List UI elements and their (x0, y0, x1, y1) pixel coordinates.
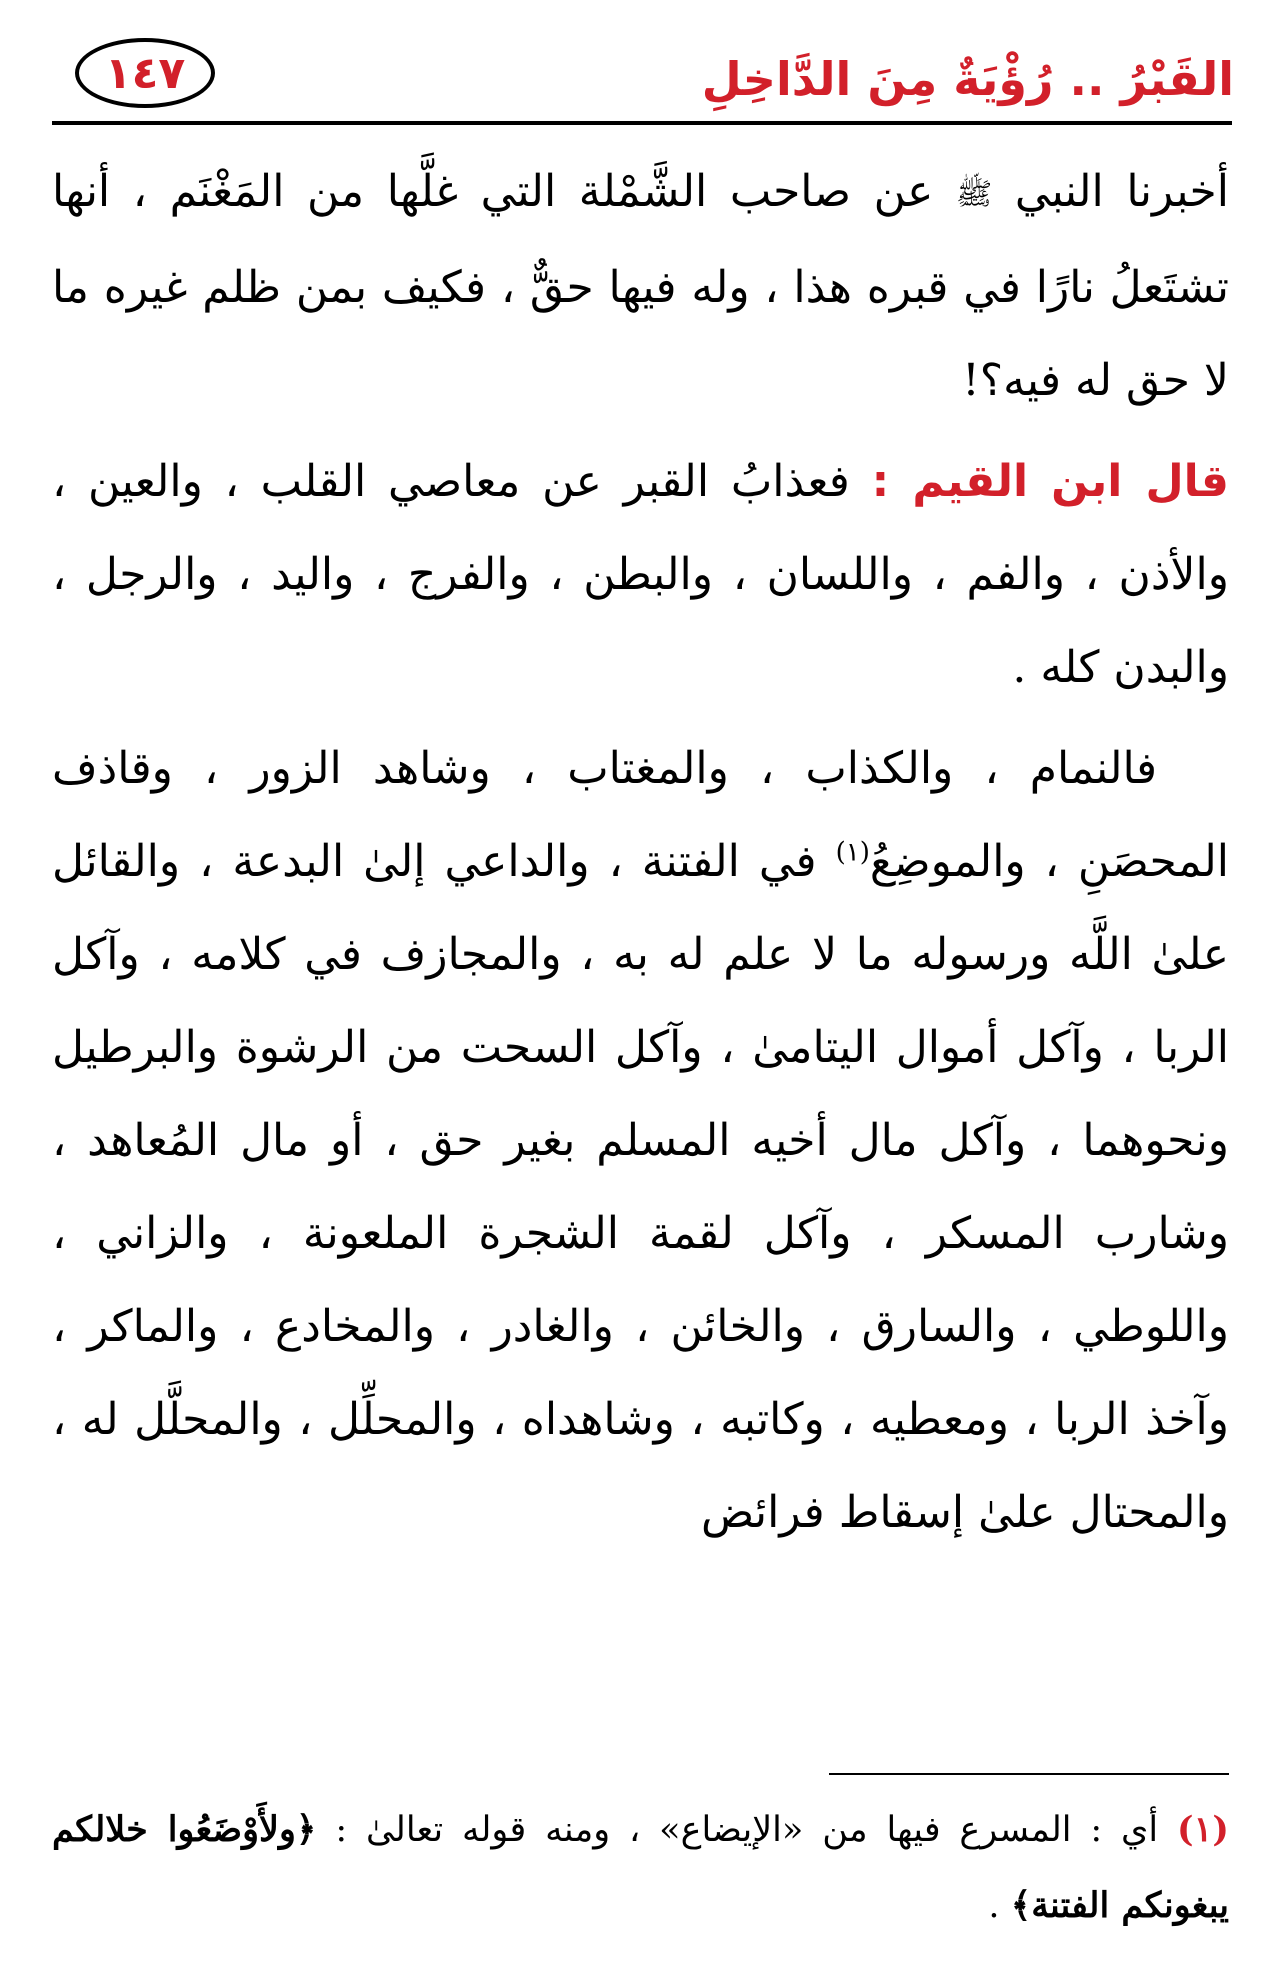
footnote-rule (829, 1773, 1229, 1775)
running-title: القَبْرُ .. رُؤْيَةٌ مِنَ الدَّاخِلِ (701, 52, 1234, 106)
main-text (52, 145, 1229, 1559)
salutation-glyph: ﷺ (956, 177, 993, 212)
quote-attribution: قال ابن القيم : (871, 456, 1229, 507)
paragraph-1-text-start: أخبرنا النبي (1014, 166, 1229, 217)
footnote (52, 1792, 1229, 1944)
footnote-quran-quote: ﴿ولأَوْضَعُوا خلالكم يبغونكم الفتنة﴾ (52, 1809, 1229, 1926)
footnotes (52, 1792, 1229, 1944)
footnote-number: (١) (1177, 1809, 1229, 1850)
paragraph-3-text-start: فالنمام ، والكذاب ، والمغتاب ، وشاهد الزور ، وقاذف المحصَنِ ، والموضِعُ (52, 743, 1229, 887)
page-number-oval (75, 38, 215, 108)
paragraph-3-text-end: في الفتنة ، والداعي إلىٰ البدعة ، والقائل علىٰ اللَّه ورسوله ما لا علم له به ، والمجازف في كلامه ، وآكل الربا ، وآكل أموال اليتامىٰ ، وآكل السحت من الرشوة والبرطيل ونحوهما ، وآكل مال أخيه المسلم بغير حق ، أو مال المُعاهد ، وشارب المسكر ، وآكل لقمة الشجرة الملعونة ، والزاني ، واللوطي ، والسارق ، والخائن ، والغادر ، والمخادع ، والماكر ، وآخذ الربا ، ومعطيه ، وكاتبه ، وشاهداه ، والمحلِّل ، والمحلَّل له ، والمحتال علىٰ إسقاط فرائض (52, 836, 1229, 1538)
paragraph-3 (52, 722, 1229, 1559)
page-number: ١٤٧ (104, 47, 186, 99)
footnote-end: . (988, 1886, 1000, 1926)
paragraph-1 (52, 145, 1229, 427)
footnote-text: أي : المسرع فيها من «الإيضاع» ، ومنه قوله تعالىٰ : (335, 1810, 1159, 1850)
paragraph-2-text: فعذابُ القبر عن معاصي القلب ، والعين ، والأذن ، والفم ، واللسان ، والبطن ، والفرج ، واليد ، والرجل ، والبدن كله . (52, 456, 1229, 693)
footnote-reference[interactable]: (١) (835, 837, 870, 868)
paragraph-2 (52, 435, 1229, 714)
paragraph-1-text-end: عن صاحب الشَّمْلة التي غلَّها من المَغْنَم ، أنها تشتَعلُ نارًا في قبره هذا ، وله فيها حقٌّ ، فكيف بمن ظلم غيره ما لا حق له فيه؟! (52, 166, 1229, 406)
page-header (55, 30, 1234, 125)
header-rule (52, 121, 1232, 125)
